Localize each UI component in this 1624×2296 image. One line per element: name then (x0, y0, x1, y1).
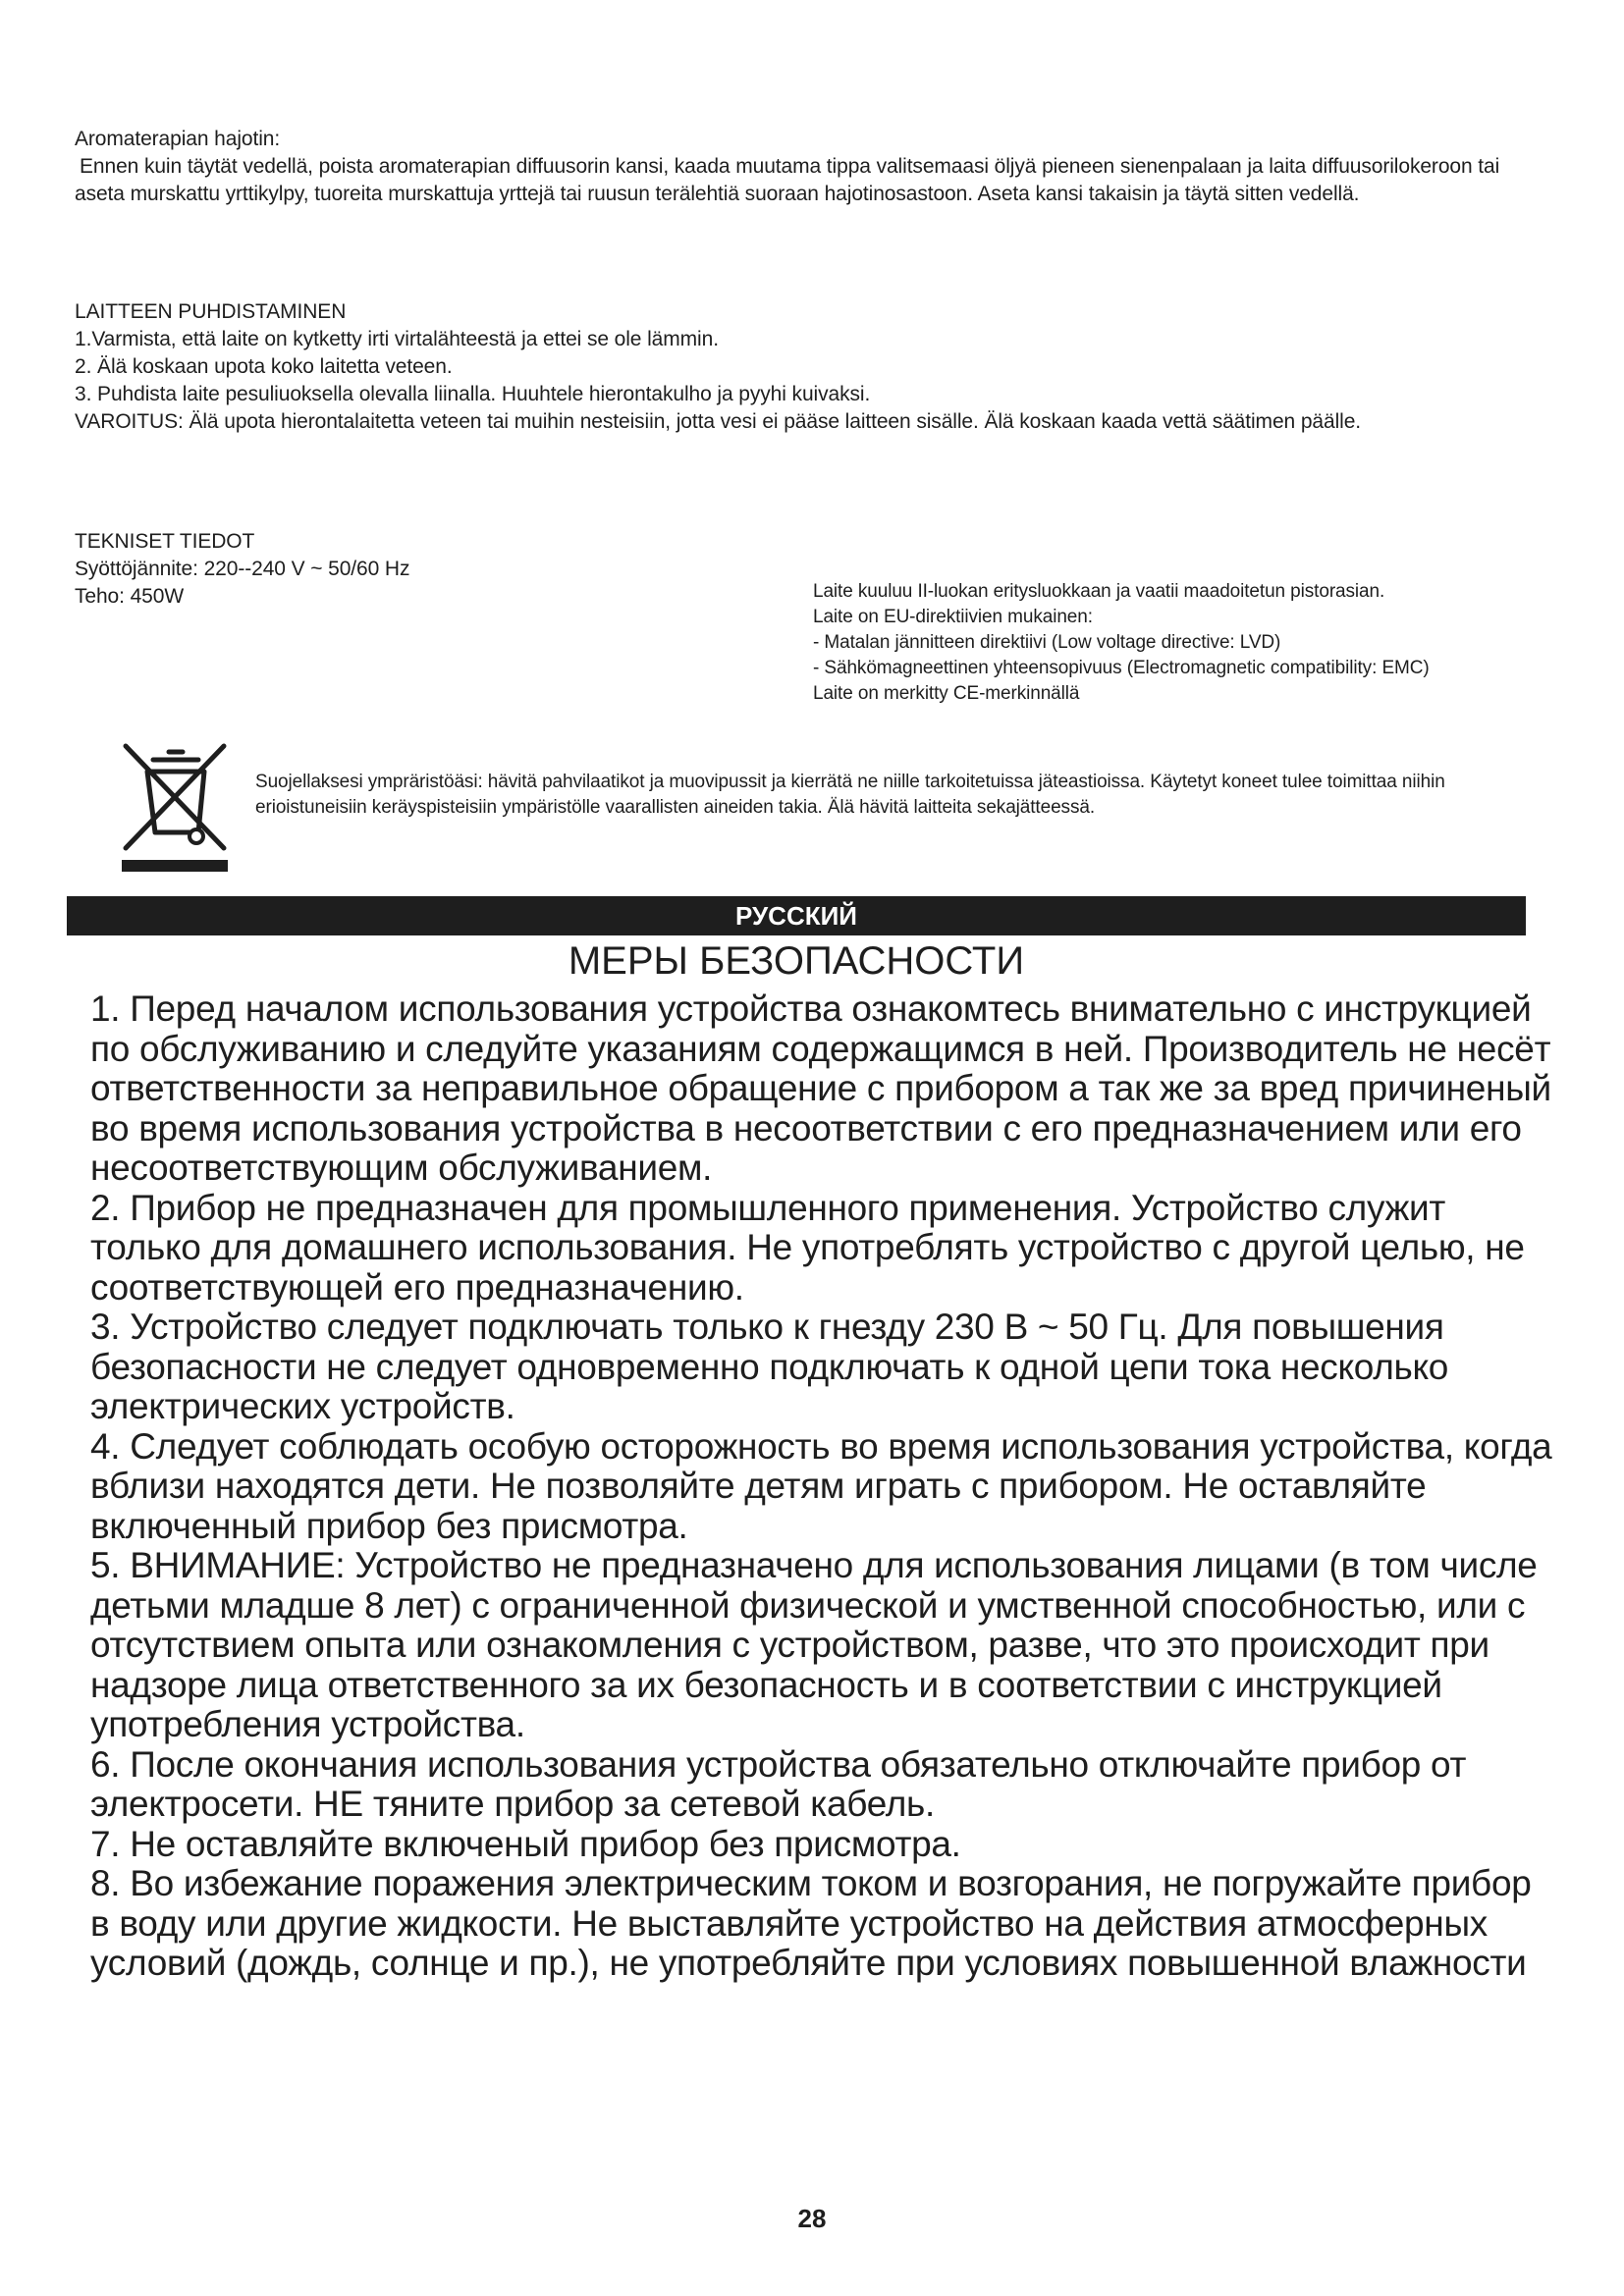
russian-safety-list (90, 989, 1553, 1984)
cleaning-item: 2. Älä koskaan upota koko laitetta veteen. (75, 355, 453, 378)
cleaning-warning: VAROITUS: Älä upota hierontalaitetta veteen tai muihin nesteisiin, jotta vesi ei pääse laitteen sisälle. Älä koskaan kaada vettä säätimen päälle. (75, 410, 1362, 433)
cleaning-heading: LAITTEEN PUHDISTAMINEN (75, 300, 347, 323)
compliance-line: Laite on EU-direktiivien mukainen: (813, 607, 1093, 627)
safety-item: 7. Не оставляйте включеный прибор без присмотра. (90, 1823, 961, 1864)
safety-item: 5. ВНИМАНИЕ: Устройство не предназначено для использования лицами (в том числе детьми младше 8 лет) с ограниченной физической и умственной способностью, или с отсутствием опыта или ознакомления с устройством, разве, что это происходит при надзоре лица ответственного за их безопасность и в соответствии с инструкцией употребления устройства. (90, 1545, 1538, 1744)
compliance-line: - Matalan jännitteen direktiivi (Low voltage directive: LVD) (813, 632, 1281, 653)
safety-item: 4. Следует соблюдать особую осторожность во время использования устройства, когда вблизи находятся дети. Не позволяйте детям играть с прибором. Не оставляйте включенный прибор без присмотра. (90, 1425, 1552, 1546)
compliance-notes (813, 579, 1540, 707)
tech-power: Teho: 450W (75, 585, 185, 608)
tech-voltage: Syöttöjännite: 220--240 V ~ 50/60 Hz (75, 558, 410, 580)
tech-heading: TEKNISET TIEDOT (75, 530, 255, 553)
safety-item: 8. Во избежание поражения электрическим током и возгорания, не погружайте прибор в воду или другие жидкости. Не выставляйте устройство на действия атмосферных условий (дождь, солнце и пр.), не употребляйте при условиях повышенной влажности (90, 1863, 1532, 1983)
safety-item: 2. Прибор не предназначен для промышленного применения. Устройство служит только для домашнего использования. Не употреблять устройство с другой целью, не соответствующей его предназначению. (90, 1187, 1525, 1308)
environment-text: Suojellaksesi ympräristöäsi: hävitä pahvilaatikot ja muovipussit ja kierrätä ne niille tarkoitetuissa jäteastioissa. Käytetyt koneet tulee toimittaa niihin erioistuneisiin keräyspisteisiin ympäristölle vaarallisten aineiden takia. Älä hävitä laitteita sekajätteessä. (255, 772, 1445, 818)
page-number: 28 (797, 2204, 827, 2233)
russian-safety-title: МЕРЫ БЕЗОПАСНОСТИ (568, 939, 1025, 983)
aromatherapy-text: Ennen kuin täytät vedellä, poista aromaterapian diffuusorin kansi, kaada muutama tippa valitsemaasi öljyä pieneen sienenpalaan ja laita diffuusorilokeroon tai aseta murskattu yrttikylpy, tuoreita murskattuja yrttejä tai ruusun terälehtiä suoraan hajotinosastoon. Aseta kansi takaisin ja täytä sitten vedellä. (75, 155, 1500, 205)
safety-item: 1. Перед началом использования устройства ознакомтесь внимательно с инструкцией по обслуживанию и следуйте указаниям содержащимся в ней. Производитель не несёт ответственности за неправильное обращение с прибором а так же за вред причиненый во время использования устройства в несоответствии с его предназначением или его несоответствующим обслуживанием. (90, 988, 1551, 1188)
russian-language-bar: РУССКИЙ (67, 896, 1526, 935)
cleaning-item: 3. Puhdista laite pesuliuoksella olevalla liinalla. Huuhtele hierontakulho ja pyyhi kuivaksi. (75, 383, 871, 405)
aromatherapy-section (75, 126, 1528, 208)
aromatherapy-heading: Aromaterapian hajotin: (75, 128, 281, 150)
tech-specs (75, 528, 566, 611)
compliance-line: Laite kuuluu II-luokan eritysluokkaan ja vaatii maadoitetun pistorasian. (813, 581, 1385, 602)
safety-item: 3. Устройство следует подключать только к гнезду 230 В ~ 50 Гц. Для повышения безопасности не следует одновременно подключать к одной цепи тока несколько электрических устройств. (90, 1307, 1449, 1426)
crossed-out-bin-icon (116, 738, 234, 876)
cleaning-item: 1.Varmista, että laite on kytketty irti virtalähteestä ja ettei se ole lämmin. (75, 328, 719, 350)
safety-item: 6. После окончания использования устройства обязательно отключайте прибор от электросети. НЕ тяните прибор за сетевой кабель. (90, 1743, 1467, 1824)
compliance-line: Laite on merkitty CE-merkinnällä (813, 683, 1080, 704)
cleaning-section (75, 298, 1528, 436)
compliance-line: - Sähkömagneettinen yhteensopivuus (Electromagnetic compatibility: EMC) (813, 658, 1430, 678)
